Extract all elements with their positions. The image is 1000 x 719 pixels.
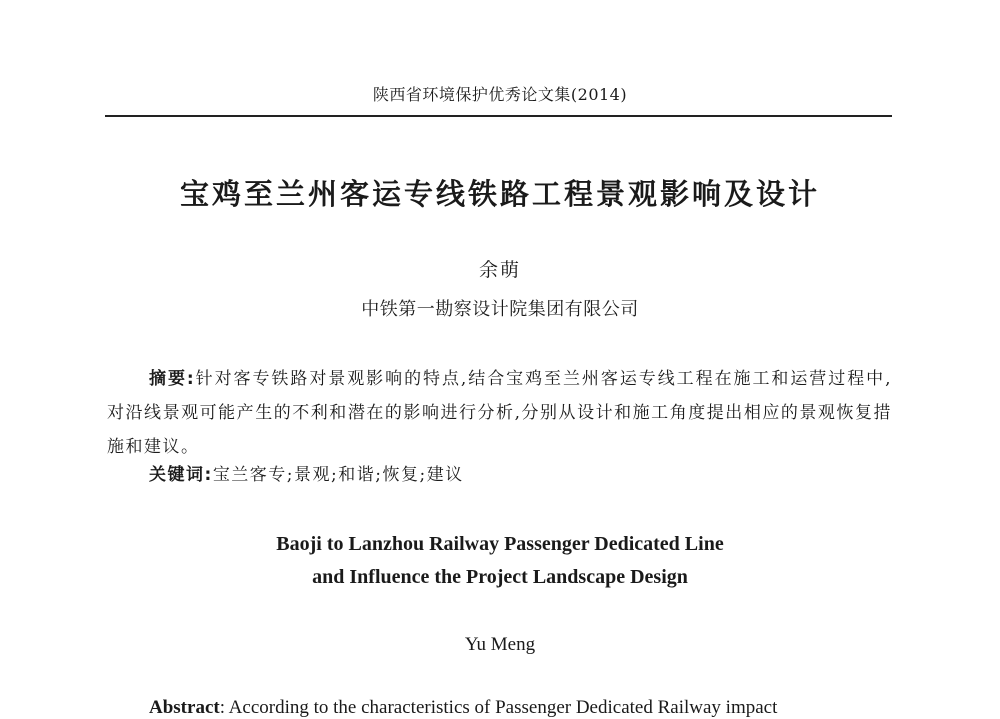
keywords-cn-label: 关键词: [149, 465, 213, 485]
author-name-cn: 余萌 [478, 259, 521, 281]
keywords-cn [149, 460, 464, 485]
affiliation-cn: 中铁第一勘察设计院集团有限公司 [361, 299, 639, 320]
abstract-en-label: Abstract [149, 697, 220, 718]
header-rule [105, 115, 892, 117]
abstract-cn-text: 针对客专铁路对景观影响的特点,结合宝鸡至兰州客运专线工程在施工和运营过程中,对沿线景观可能产生的不利和潜在的影响进行分析,分别从设计和施工角度提出相应的景观恢复措施和建议。 [107, 369, 892, 457]
abstract-en-text: : According to the characteristics of Passenger Dedicated Railway impact [219, 697, 778, 718]
abstract-cn-label: 摘要: [149, 369, 196, 389]
keywords-cn-text: 宝兰客专;景观;和谐;恢复;建议 [212, 465, 464, 485]
paper-title-cn: 宝鸡至兰州客运专线铁路工程景观影响及设计 [179, 177, 820, 211]
running-header: 陕西省环境保护优秀论文集(2014) [372, 85, 628, 104]
paper-title-en-line2: and Influence the Project Landscape Design [312, 566, 688, 588]
abstract-cn [107, 362, 892, 464]
author-name-en: Yu Meng [464, 634, 536, 655]
paper-title-en-line1: Baoji to Lanzhou Railway Passenger Dedicated Line [276, 533, 724, 555]
abstract-en [149, 697, 889, 719]
